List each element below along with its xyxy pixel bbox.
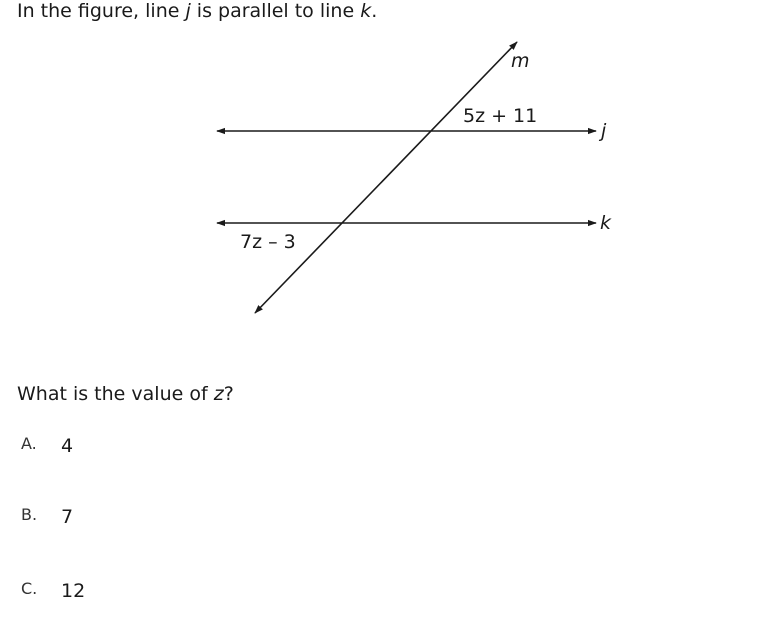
angle-label-bottom: 7z – 3: [240, 231, 296, 253]
prompt-variable-k: k: [360, 0, 372, 22]
question-text: [17, 382, 234, 406]
angle-label-top: 5z + 11: [463, 105, 538, 127]
label-line-m: m: [511, 50, 530, 72]
prompt-part-1: In the figure, line: [17, 0, 186, 22]
choice-b-value: 7: [61, 506, 74, 528]
label-line-k: k: [600, 212, 612, 234]
choice-a-letter: A.: [21, 434, 37, 453]
prompt-variable-j: j: [185, 0, 191, 22]
question-part-1: What is the value of: [17, 383, 214, 405]
label-line-j: j: [601, 120, 607, 142]
transversal-m: [255, 42, 517, 313]
choice-c-value: 12: [61, 580, 86, 602]
question-variable-z: z: [213, 383, 224, 405]
choice-c-letter: C.: [21, 579, 38, 598]
prompt-part-2: is parallel to line: [190, 0, 361, 22]
question-part-2: ?: [223, 383, 234, 405]
choice-a-value: 4: [61, 435, 74, 457]
choice-b-letter: B.: [21, 505, 38, 524]
prompt-part-3: .: [371, 0, 378, 22]
